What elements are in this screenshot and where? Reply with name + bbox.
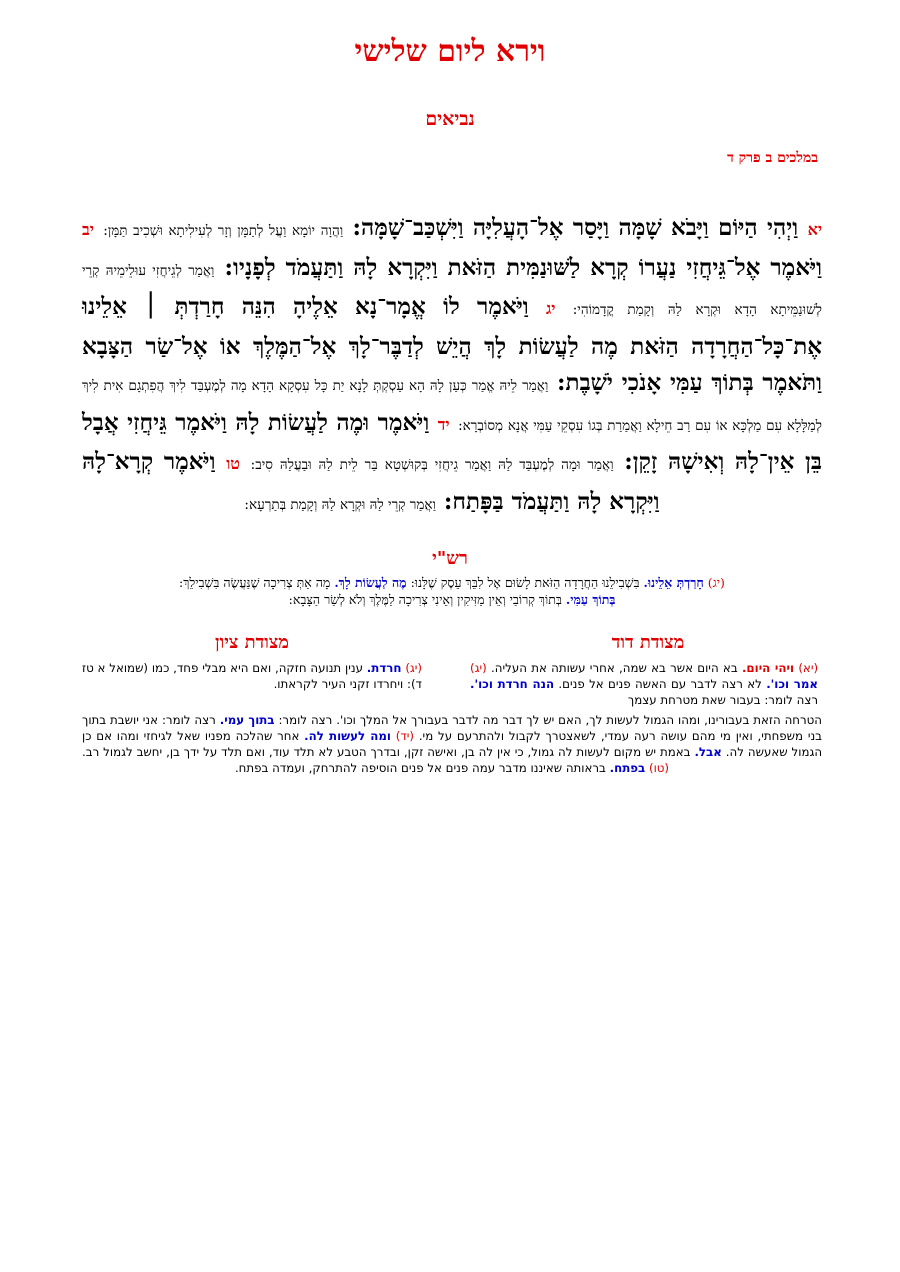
- metzudat-david-title: מצודת דוד: [611, 632, 685, 653]
- mz-verse-number: (יג): [405, 661, 423, 675]
- md-heading: ויהי היום.: [741, 661, 795, 675]
- mz-heading: חרדת.: [366, 661, 402, 675]
- verse-number: טו: [226, 454, 240, 473]
- verse-text: וַיְהִי הַיּוֹם וַיָּבֹא שָׁמָּה וַיָּסַר אֶל־הָעֲלִיָּה וַיִּשְׁכַּב־שָׁמָּה:: [352, 214, 799, 241]
- rashi-commentary: [82, 574, 822, 608]
- chapter-reference: במלכים ב פרק ד: [727, 150, 818, 166]
- targum-text: וַאֲמַר וּמָה לְמֶעְבַּד לַהּ וַאֲמַר גֵיחֲזִי בְּקוּשְׁטָא בַּר לֵית לַהּ וּבַעֲלַהּ סִיב:: [250, 457, 614, 473]
- mdc-text: בראותה שאיננו מדבר עמה פנים אל פנים הוסיפה להתרחק, ועמדה בפתח.: [234, 761, 606, 775]
- mdc-verse-number: (יד): [395, 729, 415, 743]
- mz-text: ענין תנועה חזקה, ואם היא מבלי פחד, כמו (שמואל א טז ד): ויחרדו זקני העיר לקראתו.: [82, 661, 422, 691]
- rashi-text: מָה אַתְּ צְרִיכָה שֶׁנַּעֲשֶׂה בִּשְׁבִילֵךְ:: [179, 575, 331, 590]
- verse-number: יג: [545, 299, 556, 318]
- metzudat-david-text: [470, 660, 818, 708]
- page-title: וירא ליום שלישי: [354, 34, 546, 69]
- mdc-heading: אבל.: [694, 745, 722, 759]
- rashi-verse-number: (יג): [707, 575, 725, 590]
- md-heading: הנה חרדת וכו'.: [470, 677, 555, 691]
- verses-block: [82, 210, 822, 523]
- verse-text: וַיֹּאמֶר אֶל־גֵּיחֲזִי נַעֲרוֹ קְרָא לַשּׁוּנַמִּית הַזֹּאת וַיִּקְרָא לָהּ וַתַּעֲמֹד לְפָנָיו:: [224, 253, 823, 281]
- md-verse-number: (יא): [798, 661, 819, 675]
- verse-number: יב: [82, 220, 94, 239]
- targum-text: וַאֲמַר קְרֵי לַהּ וּקְרָא לַהּ וְקָמַת בְּתַרְעָא:: [244, 496, 436, 513]
- verse-number: יד: [437, 414, 450, 434]
- md-text: בא היום אשר בא שמה, אחרי עשותה את העליה.: [491, 661, 738, 675]
- metzudat-zion-text: [82, 660, 422, 692]
- rashi-title: רש"י: [432, 548, 468, 569]
- mdc-heading: בפתח.: [609, 761, 646, 775]
- rashi-text: בִּשְׁבִילֵנוּ הַחֲרָדָה הַזֹּאת לָשׂוּם אֶל לִבֵּךְ עֵסֶק שֶׁלָּנוּ:: [410, 575, 640, 590]
- verse-number: יא: [807, 220, 823, 239]
- targum-text: וַאֲמַר לֵיהּ אֱמַר כְּעַן לָהּ הָא עַסְקְתְּ לָנָא יַת כָּל עִסְקָא הָדָא מָה לְמֶעְבַּד לִיךְ הֲפִתְגָם אִית לִיךְ לְמַלָּלָא עִם מַלְכָּא אוֹ עִם רַב חֵילָא וַאֲמַרַת בְּגוֹ עִסְקֵי עַמִּי אֲנָא מְסוֹבְרָא:: [82, 378, 822, 434]
- rashi-heading: מֶה לַעֲשׂוֹת לָךְ.: [334, 575, 407, 590]
- verse-text: וַיֹּאמֶר וּמֶה לַעֲשׂוֹת לָהּ וַיֹּאמֶר גֵּיחֲזִי אֲבָל בֵּן אֵין־לָהּ וְאִישָׁהּ זָקֵן:: [82, 408, 823, 475]
- md-text: לא רצה לדבר עם האשה פנים אל פנים.: [558, 677, 762, 691]
- targum-text: וַאֲמַר לְגֵיחֲזִי עוּלֵימֵיהּ קְרֵי לְשׁוּנַמֵּיתָא הָדָא וּקְרָא לַהּ וְקָמַת קֳדָמוֹהִי:: [82, 262, 823, 318]
- mdc-text: אחר שהלכה מפניו שאל לגיחזי ומהו אם כן הגמול שאעשה לה.: [82, 729, 823, 759]
- metzudat-david-continued: [82, 712, 822, 776]
- targum-text: וַהֲוָה יוֹמָא וַעֲל לְתַמָּן וְזָר לְעִילִיתָא וּשְׁכִיב תַּמָּן:: [103, 223, 344, 239]
- mdc-text: רצה לומר: אני יושבת בתוך בני משפחתי, ואין מי מהם עושה רעה עמדי, לשאצטרך לקבול ולהתרעם על מי.: [82, 713, 823, 743]
- mdc-heading: ומה לעשות לה.: [304, 729, 391, 743]
- verse-text: וַיֹּאמֶר לוֹ אֱמָר־נָא אֵלֶיהָ הִנֵּה חָרַדְתְּ ׀ אֵלֵינוּ אֶת־כָּל־הַחֲרָדָה הַזֹּאת מֶה לַעֲשׂוֹת לָךְ הֲיֵשׁ לְדַבֶּר־לָךְ אֶל־הַמֶּלֶךְ אוֹ אֶל־שַׂר הַצָּבָא וַתֹּאמֶר בְּתוֹךְ עַמִּי אָנֹכִי יֹשָׁבֶת:: [82, 293, 823, 396]
- mdc-text: באמת יש מקום לעשות לה גמול, כי אין לה בן, ואישה זקן, ובדרך הטבע לא תלד עוד, ואם תלד על ידך בן, יחשב לגמול רב.: [82, 745, 691, 759]
- md-text: רצה לומר: בעבור שאת מטרחת עצמך: [627, 693, 818, 707]
- verse-text: וַיֹּאמֶר קְרָא־לָהּ וַיִּקְרָא לָהּ וַתַּעֲמֹד בַּפָּתַח:: [82, 448, 660, 515]
- md-heading: אמר וכו'.: [766, 677, 819, 691]
- section-title: נביאים: [425, 108, 475, 130]
- metzudat-zion-title: מצודת ציון: [215, 632, 289, 653]
- rashi-text: בְּתוֹךְ קְרוֹבַי וְאֵין מַזִּיקִין וְאֵינִי צְרִיכָה לַמֶּלֶךְ וְלֹא לְשַׂר הַצָּבָא:: [288, 592, 562, 607]
- rashi-heading: בְּתוֹךְ עַמִּי.: [565, 592, 616, 607]
- md-verse-number: (יג): [470, 661, 487, 675]
- mdc-text: הטרחה הזאת בעבורינו, ומהו הגמול לעשות לך, האם יש לך דבר מה לדבר בעבורך אל המלך וכו'. רצה לומר:: [278, 713, 823, 727]
- mdc-verse-number: (טו): [648, 761, 670, 775]
- mdc-heading: בתוך עמי.: [219, 713, 275, 727]
- rashi-heading: חָרַדְתְּ אֵלֵינוּ.: [643, 575, 704, 590]
